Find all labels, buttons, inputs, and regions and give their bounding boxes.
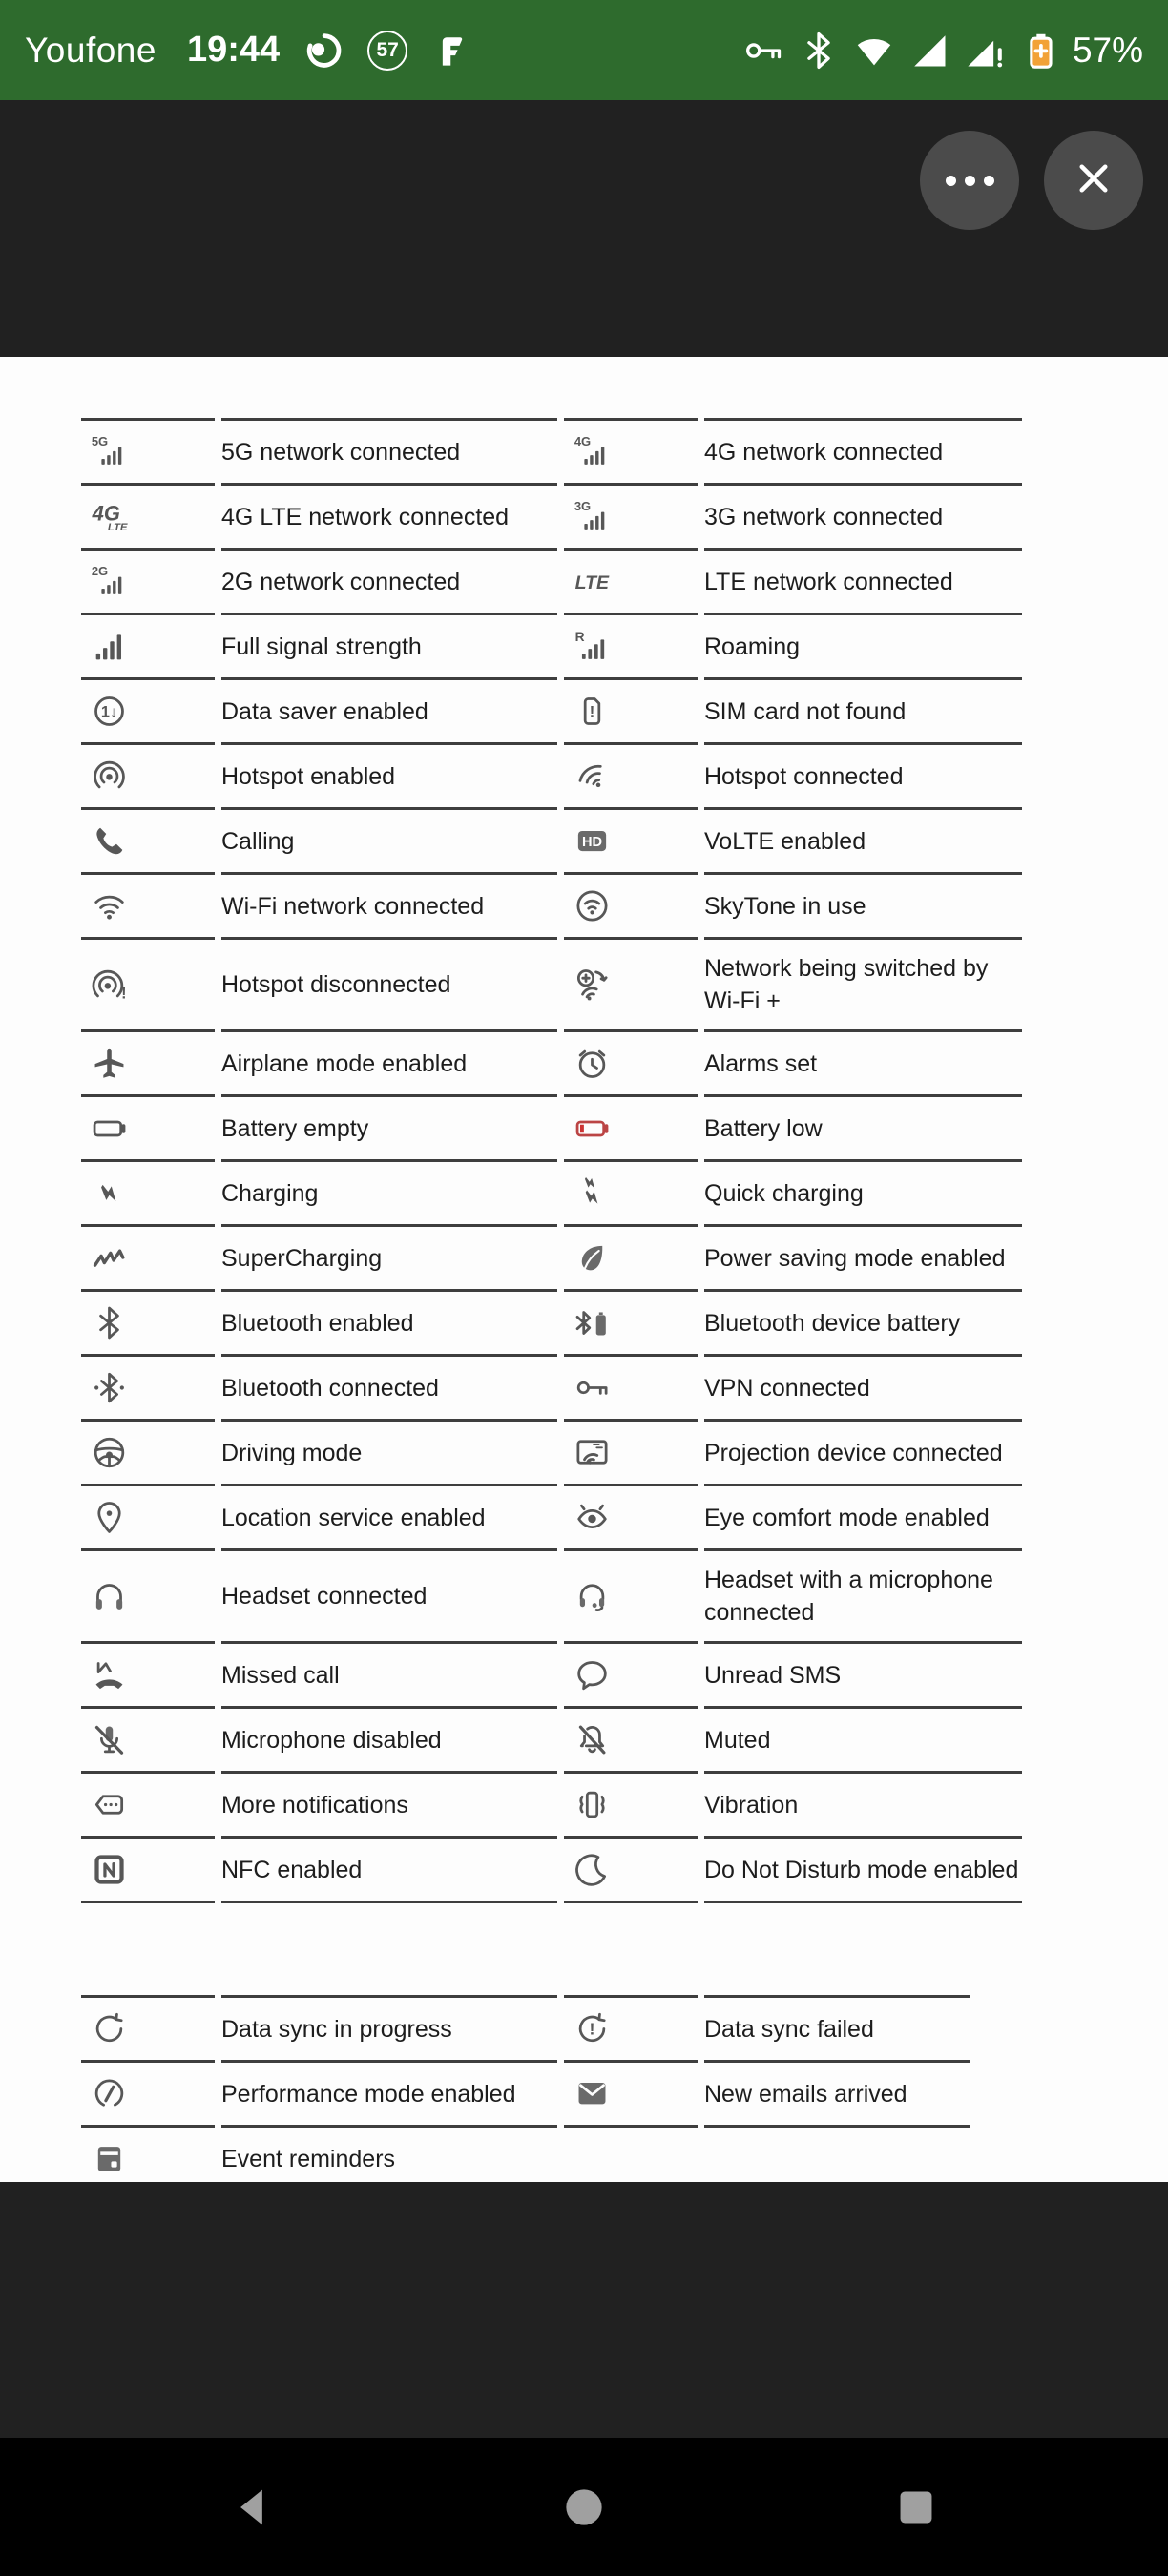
legend-label-cell <box>221 2063 557 2128</box>
volte-hd-icon <box>574 822 698 860</box>
supercharging-icon <box>91 1239 215 1277</box>
flitsmeister-f-icon <box>430 30 472 72</box>
hotspot-connected-cell <box>564 745 698 810</box>
legend-label-cell <box>221 1097 557 1162</box>
legend-label-cell <box>704 1227 1022 1292</box>
bluetooth-battery-cell <box>564 1292 698 1357</box>
legend-label-cell <box>221 1709 557 1774</box>
legend-label-cell <box>221 1486 557 1551</box>
battery-percent: 57% <box>1072 30 1143 70</box>
legend-label: Microphone disabled <box>221 1726 442 1754</box>
legend-label: Hotspot enabled <box>221 762 396 790</box>
legend-label: SkyTone in use <box>704 892 866 920</box>
legend-label-cell <box>221 940 557 1032</box>
wifi-white-icon <box>853 30 895 72</box>
data-saver-icon <box>91 693 215 730</box>
legend-row <box>81 875 1022 940</box>
legend-label-cell <box>221 1644 557 1709</box>
legend-label: Network being switched by Wi-Fi + <box>704 955 989 1014</box>
legend-label-cell <box>221 1357 557 1422</box>
svg-text:5G: 5G <box>91 434 109 448</box>
quick-charging-cell <box>564 1162 698 1227</box>
mic-disabled-icon <box>91 1721 215 1758</box>
hotspot-enabled-cell <box>81 745 215 810</box>
legend-label: Roaming <box>704 633 801 660</box>
legend-row <box>81 486 1022 551</box>
signal-2g-cell <box>81 551 215 615</box>
leaf-power-saving-cell <box>564 1227 698 1292</box>
legend-row <box>81 1995 970 2063</box>
phone-calling-cell <box>81 810 215 875</box>
location-pin-icon <box>91 1499 215 1536</box>
calendar-event-icon <box>91 2140 215 2177</box>
legend-row <box>81 1097 1022 1162</box>
battery-low-icon <box>574 1110 698 1147</box>
moon-dnd-cell <box>564 1839 698 1903</box>
legend-label-cell <box>704 1551 1022 1644</box>
legend-row <box>81 1162 1022 1227</box>
legend-label-cell <box>221 1995 557 2063</box>
legend-row <box>81 1551 1022 1644</box>
alarm-clock-icon <box>574 1045 698 1082</box>
legend-label-cell <box>221 1774 557 1839</box>
legend-label: 3G network connected <box>704 503 944 530</box>
vibration-icon <box>574 1786 698 1823</box>
legend-row <box>81 418 1022 486</box>
legend-label-cell <box>221 1551 557 1644</box>
legend-row <box>81 1357 1022 1422</box>
legend-label-cell <box>704 1032 1022 1097</box>
legend-label-cell <box>704 1292 1022 1357</box>
svg-text:R: R <box>574 628 585 644</box>
bluetooth-battery-icon <box>574 1304 698 1341</box>
sms-bubble-cell <box>564 1644 698 1709</box>
battery-empty-icon <box>91 1110 215 1147</box>
airplane-mode-cell <box>81 1032 215 1097</box>
legend-label: 4G LTE network connected <box>221 503 510 530</box>
network-switch-wifi-plus-icon <box>574 966 698 1004</box>
legend-label: Alarms set <box>704 1049 818 1077</box>
legend-label-cell <box>221 551 557 615</box>
sync-progress-cell <box>81 1995 215 2063</box>
back-triangle-icon <box>227 2483 277 2532</box>
logo-4g-lte-cell <box>81 486 215 551</box>
legend-label-cell <box>221 1227 557 1292</box>
bluetooth-connected-cell <box>81 1357 215 1422</box>
recents-square-icon <box>891 2483 941 2532</box>
android-nav-bar <box>0 2438 1168 2576</box>
signal-full-icon <box>91 628 215 665</box>
svg-text:3G: 3G <box>574 499 592 513</box>
headset-cell <box>81 1551 215 1644</box>
skytone-icon <box>574 887 698 924</box>
legend-row <box>81 1774 1022 1839</box>
legend-label: More notifications <box>221 1791 408 1818</box>
steering-wheel-icon <box>91 1434 215 1471</box>
legend-label: Data sync failed <box>704 2015 874 2043</box>
legend-label: New emails arrived <box>704 2080 907 2108</box>
vpn-key-icon <box>574 1369 698 1406</box>
legend-label: LTE network connected <box>704 568 953 595</box>
legend-label: Battery empty <box>221 1114 369 1142</box>
wifi-icon <box>91 887 215 924</box>
legend-label: 4G network connected <box>704 438 944 466</box>
charging-bolt-cell <box>81 1162 215 1227</box>
legend-label: Headset with a microphone connected <box>704 1567 993 1626</box>
legend-label: Hotspot disconnected <box>221 971 451 998</box>
legend-row <box>81 810 1022 875</box>
data-saver-cell <box>81 680 215 745</box>
battery-charging-orange-icon <box>1019 30 1061 72</box>
legend-label-cell <box>704 1486 1022 1551</box>
sync-failed-icon <box>574 2010 698 2047</box>
legend-label: Calling <box>221 827 295 855</box>
legend-label-cell <box>704 486 1022 551</box>
phone-calling-icon <box>91 822 215 860</box>
battery-empty-cell <box>81 1097 215 1162</box>
email-envelope-cell <box>564 2063 698 2128</box>
svg-text:4G: 4G <box>574 434 592 448</box>
eye-comfort-cell <box>564 1486 698 1551</box>
legend-label-cell <box>221 810 557 875</box>
legend-label: Eye comfort mode enabled <box>704 1504 990 1531</box>
home-circle-icon <box>559 2483 609 2532</box>
battery-low-cell <box>564 1097 698 1162</box>
legend-label: Vibration <box>704 1791 799 1818</box>
legend-label-cell <box>704 615 1022 680</box>
svg-text:2G: 2G <box>91 564 109 578</box>
legend-row <box>81 680 1022 745</box>
legend-row <box>81 1839 1022 1903</box>
legend-row <box>81 1032 1022 1097</box>
hotspot-connected-icon <box>574 758 698 795</box>
quick-charging-icon <box>574 1174 698 1212</box>
legend-label: Airplane mode enabled <box>221 1049 468 1077</box>
signal-4g-icon <box>574 433 698 470</box>
legend-label: Location service enabled <box>221 1504 486 1531</box>
hotspot-enabled-icon <box>91 758 215 795</box>
preview-footer <box>0 2182 1168 2438</box>
legend-label: Charging <box>221 1179 319 1207</box>
legend-row <box>81 1709 1022 1774</box>
headset-mic-icon <box>574 1578 698 1615</box>
bluetooth-cell <box>81 1292 215 1357</box>
bluetooth-white-icon <box>798 30 840 72</box>
legend-label-cell <box>221 1292 557 1357</box>
legend-label: SIM card not found <box>704 697 907 725</box>
cell-signal-full-white-icon <box>908 30 950 72</box>
legend-row <box>81 551 1022 615</box>
bell-muted-icon <box>574 1721 698 1758</box>
legend-label-cell <box>704 1839 1022 1903</box>
performance-gauge-cell <box>81 2063 215 2128</box>
legend-label: Headset connected <box>221 1583 428 1610</box>
legend-label-cell <box>704 1097 1022 1162</box>
legend-label-cell <box>221 1162 557 1227</box>
svg-text:LTE: LTE <box>107 522 128 534</box>
legend-label: Wi-Fi network connected <box>221 892 485 920</box>
legend-label: Event reminders <box>221 2145 396 2172</box>
legend-label: Projection device connected <box>704 1439 1003 1466</box>
svg-text:!: ! <box>589 2019 595 2039</box>
steering-wheel-cell <box>81 1422 215 1486</box>
headset-icon <box>91 1578 215 1615</box>
legend-row <box>81 745 1022 810</box>
skytone-cell <box>564 875 698 940</box>
bluetooth-connected-icon <box>91 1369 215 1406</box>
legend-label: Battery low <box>704 1114 823 1142</box>
legend-label-cell <box>704 680 1022 745</box>
nfc-cell <box>81 1839 215 1903</box>
signal-5g-cell <box>81 418 215 486</box>
legend-label: Data saver enabled <box>221 697 428 725</box>
more-notifications-icon <box>91 1786 215 1823</box>
legend-label: Bluetooth enabled <box>221 1309 414 1337</box>
legend-label-cell <box>704 1357 1022 1422</box>
svg-text:1↓: 1↓ <box>100 703 118 721</box>
legend-label: Bluetooth connected <box>221 1374 439 1402</box>
wifi-cell <box>81 875 215 940</box>
legend-label-cell <box>704 1644 1022 1709</box>
legend-label-cell <box>221 418 557 486</box>
vpn-key-cell <box>564 1357 698 1422</box>
status-icons-legend-page <box>0 357 1168 2182</box>
nfc-icon <box>91 1851 215 1888</box>
close-button[interactable] <box>1044 131 1143 230</box>
legend-label-cell <box>704 810 1022 875</box>
legend-label: 2G network connected <box>221 568 461 595</box>
signal-roaming-cell <box>564 615 698 680</box>
status-icons-table <box>74 418 1029 1903</box>
legend-label: Bluetooth device battery <box>704 1309 961 1337</box>
legend-label-cell <box>704 418 1022 486</box>
volte-hd-cell <box>564 810 698 875</box>
signal-3g-cell <box>564 486 698 551</box>
legend-label-cell <box>221 486 557 551</box>
vibration-cell <box>564 1774 698 1839</box>
location-pin-cell <box>81 1486 215 1551</box>
legend-label-cell <box>221 875 557 940</box>
moon-dnd-icon <box>574 1851 698 1888</box>
legend-label-cell <box>221 745 557 810</box>
legend-label: NFC enabled <box>221 1856 363 1883</box>
notification-count-badge: 57 <box>367 31 407 71</box>
screenshot-preview-header <box>0 100 1168 357</box>
preview-actions <box>920 131 1143 230</box>
legend-label-cell <box>704 745 1022 810</box>
screen-record-swirl-icon <box>302 30 344 72</box>
airplane-mode-icon <box>91 1045 215 1082</box>
svg-text:4G: 4G <box>92 501 120 526</box>
sim-not-found-cell <box>564 680 698 745</box>
more-ellipsis-icon <box>946 176 994 186</box>
svg-text:!: ! <box>121 984 127 1002</box>
legend-label: VoLTE enabled <box>704 827 866 855</box>
performance-gauge-icon <box>91 2075 215 2112</box>
status-time: 19:44 <box>186 30 281 70</box>
legend-row <box>81 1227 1022 1292</box>
signal-full-cell <box>81 615 215 680</box>
notification-icons-table <box>74 1995 976 2192</box>
hotspot-disconnected-cell <box>81 940 215 1032</box>
nav-home-button[interactable] <box>559 2483 609 2532</box>
legend-label: SuperCharging <box>221 1244 383 1272</box>
legend-label: Missed call <box>221 1661 340 1689</box>
legend-label: Full signal strength <box>221 633 422 660</box>
svg-text:!: ! <box>589 702 595 721</box>
legend-label-cell <box>221 1032 557 1097</box>
logo-lte-icon <box>574 563 698 600</box>
close-icon <box>1074 158 1114 203</box>
status-bar <box>0 0 1168 100</box>
legend-row <box>81 1292 1022 1357</box>
sync-failed-cell <box>564 1995 698 2063</box>
legend-label: Data sync in progress <box>221 2015 452 2043</box>
legend-label: Muted <box>704 1726 771 1754</box>
legend-label-cell <box>704 551 1022 615</box>
legend-label: 5G network connected <box>221 438 461 466</box>
sync-progress-icon <box>91 2010 215 2047</box>
legend-label-cell <box>221 615 557 680</box>
legend-label: VPN connected <box>704 1374 870 1402</box>
legend-row <box>81 2063 970 2128</box>
hotspot-disconnected-icon <box>91 966 215 1004</box>
svg-text:LTE: LTE <box>574 571 610 593</box>
signal-2g-icon <box>91 563 215 600</box>
eye-comfort-icon <box>574 1499 698 1536</box>
mic-disabled-cell <box>81 1709 215 1774</box>
nav-back-button[interactable] <box>227 2483 277 2532</box>
legend-label: Do Not Disturb mode enabled <box>704 1856 1019 1883</box>
legend-label: Unread SMS <box>704 1661 842 1689</box>
svg-text:HD: HD <box>581 835 603 851</box>
legend-label-cell <box>704 1162 1022 1227</box>
projection-device-icon <box>574 1434 698 1471</box>
legend-label-cell <box>704 1709 1022 1774</box>
signal-roaming-icon <box>574 628 698 665</box>
legend-label: Hotspot connected <box>704 762 904 790</box>
bluetooth-icon <box>91 1304 215 1341</box>
legend-row <box>81 1644 1022 1709</box>
legend-label: Quick charging <box>704 1179 864 1207</box>
carrier-name: Youfone <box>25 30 156 70</box>
vpn-key-white-icon <box>742 30 784 72</box>
logo-lte-cell <box>564 551 698 615</box>
sms-bubble-icon <box>574 1656 698 1693</box>
legend-label-cell <box>704 875 1022 940</box>
status-bar-left <box>25 30 472 72</box>
missed-call-icon <box>91 1656 215 1693</box>
legend-row <box>81 1486 1022 1551</box>
legend-label: Power saving mode enabled <box>704 1244 1006 1272</box>
status-bar-right <box>742 30 1061 72</box>
nav-recents-button[interactable] <box>891 2483 941 2532</box>
legend-label: Driving mode <box>221 1439 363 1466</box>
legend-label-cell <box>221 1839 557 1903</box>
supercharging-cell <box>81 1227 215 1292</box>
projection-device-cell <box>564 1422 698 1486</box>
legend-label-cell <box>704 1774 1022 1839</box>
headset-mic-cell <box>564 1551 698 1644</box>
legend-label-cell <box>704 2063 970 2128</box>
logo-4g-lte-icon <box>91 498 215 535</box>
legend-label-cell <box>704 940 1022 1032</box>
signal-4g-cell <box>564 418 698 486</box>
alarm-clock-cell <box>564 1032 698 1097</box>
signal-5g-icon <box>91 433 215 470</box>
legend-label: Performance mode enabled <box>221 2080 516 2108</box>
email-envelope-icon <box>574 2075 698 2112</box>
network-switch-wifi-plus-cell <box>564 940 698 1032</box>
leaf-power-saving-icon <box>574 1239 698 1277</box>
bell-muted-cell <box>564 1709 698 1774</box>
legend-row <box>81 615 1022 680</box>
legend-label-cell <box>704 1995 970 2063</box>
sim-not-found-icon <box>574 693 698 730</box>
legend-row <box>81 940 1022 1032</box>
cell-signal-no-internet-white-icon <box>964 30 1006 72</box>
legend-row <box>81 1422 1022 1486</box>
charging-bolt-icon <box>91 1174 215 1212</box>
legend-label-cell <box>704 1422 1022 1486</box>
signal-3g-icon <box>574 498 698 535</box>
more-button[interactable] <box>920 131 1019 230</box>
legend-label-cell <box>221 680 557 745</box>
more-notifications-cell <box>81 1774 215 1839</box>
legend-label-cell <box>221 1422 557 1486</box>
missed-call-cell <box>81 1644 215 1709</box>
